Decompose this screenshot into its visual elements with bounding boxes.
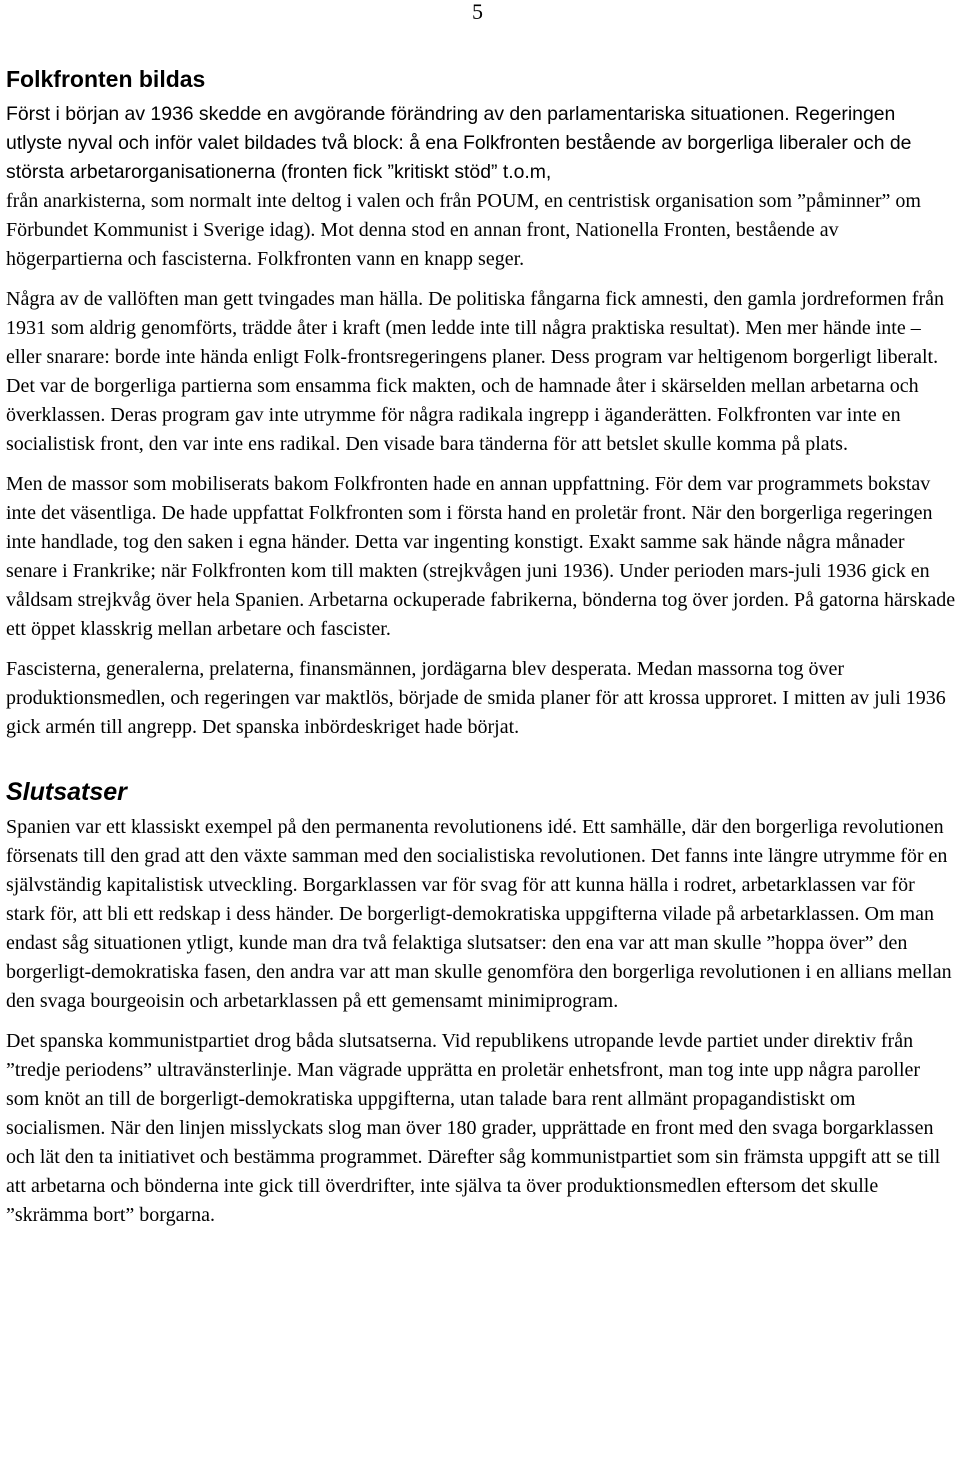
paragraph-1-serif-part: från anarkisterna, som normalt inte deltog i valen och från POUM, en centristisk organisation som ”påminner” om Förbundet Kommunist i Sverige idag). Mot denna stod en annan front, Nationella Fronten, bestående av högerpartierna och fascisterna. Folkfronten vann en knapp seger.	[6, 190, 921, 270]
document-body	[6, 62, 956, 1230]
page-number: 5	[472, 0, 483, 24]
paragraph-6: Det spanska kommunistpartiet drog båda slutsatserna. Vid republikens utropande levde partiet under direktiv från ”tredje periodens” ultravänsterlinje. Man vägrade upprätta en proletär enhetsfront, man tog inte upp några paroller som knöt an till de borgerligt-demokratiska uppgifterna, utan talade bara rent allmänt propagandistiskt om socialismen. När den linjen misslyckats slog man över 180 grader, upprättade en front med den svaga borgarklassen och lät den ta initiativet och bestämma programmet. Därefter såg kommunistpartiet som sin främsta uppgift att se till att arbetarna och bönderna inte gick till överdrifter, inte själva ta över produktionsmedlen eftersom det skulle ”skrämma bort” borgarna.	[6, 1030, 941, 1226]
paragraph-1	[6, 100, 956, 274]
section-heading-folkfronten: Folkfronten bildas	[6, 66, 206, 92]
section-heading-slutsatser: Slutsatser	[6, 778, 127, 806]
paragraph-4: Fascisterna, generalerna, prelaterna, finansmännen, jordägarna blev desperata. Medan massorna tog över produktionsmedlen, och regeringen var maktlös, började de smida planer för att krossa upproret. I mitten av juli 1936 gick armén till angrepp. Det spanska inbördeskriget hade börjat.	[6, 658, 946, 738]
paragraph-5: Spanien var ett klassiskt exempel på den permanenta revolutionens idé. Ett samhälle, där den borgerliga revolutionen försenats till den grad att den växte samman med den socialistiska revolutionen. Det fanns inte längre utrymme för en självständig kapitalistisk utveckling. Borgarklassen var för svag för att kunna hälla i rodret, arbetarklassen var för stark för, att bli ett redskap i dess händer. De borgerligt-demokratiska uppgifterna vilade på arbetarklassen. Om man endast såg situationen ytligt, kunde man dra två felaktiga slutsatser: den ena var att man skulle ”hoppa över” den borgerligt-demokratiska fasen, den andra var att man skulle genomföra den borgerliga revolutionen i en allians mellan den svaga bourgeoisin och arbetarklassen på ett gemensamt minimiprogram.	[6, 816, 952, 1012]
paragraph-3: Men de massor som mobiliserats bakom Folkfronten hade en annan uppfattning. För dem var programmets bokstav inte det väsentliga. De hade uppfattat Folkfronten som i första hand en proletär front. När den borgerliga regeringen inte handlade, tog den saken i egna händer. Detta var ingenting konstigt. Exakt samme sak hände några månader senare i Frankrike; när Folkfronten kom till makten (strejkvågen juni 1936). Under perioden mars-juli 1936 gick en våldsam strejkvåg över hela Spanien. Arbetarna ockuperade fabrikerna, bönderna tog över jorden. På gatorna härskade ett öppet klasskrig mellan arbetare och fascister.	[6, 473, 956, 640]
paragraph-2: Några av de vallöften man gett tvingades man hälla. De politiska fångarna fick amnesti, den gamla jordreformen från 1931 som aldrig genomförts, trädde åter i kraft (men ledde inte till några praktiska resultat). Men mer hände inte – eller snarare: borde inte hända enligt Folk-frontsregeringens planer. Dess program var heltigenom borgerligt liberalt. Det var de borgerliga partierna som ensamma fick makten, och de hamnade åter i skärselden mellan arbetarna och överklassen. Deras program gav inte utrymme för några radikala ingrepp i äganderätten. Folkfronten var inte en socialistisk front, den var inte ens radikal. Den visade bara tänderna för att betslet skulle komma på plats.	[6, 288, 944, 455]
paragraph-1-sans-part: Först i början av 1936 skedde en avgörande förändring av den parlamentariska situationen. Regeringen utlyste nyval och inför valet bildades två block: å ena Folkfronten bestående av borgerliga liberaler och de största arbetarorganisationerna (fronten fick ”kritiskt stöd” t.o.m,	[6, 103, 912, 183]
